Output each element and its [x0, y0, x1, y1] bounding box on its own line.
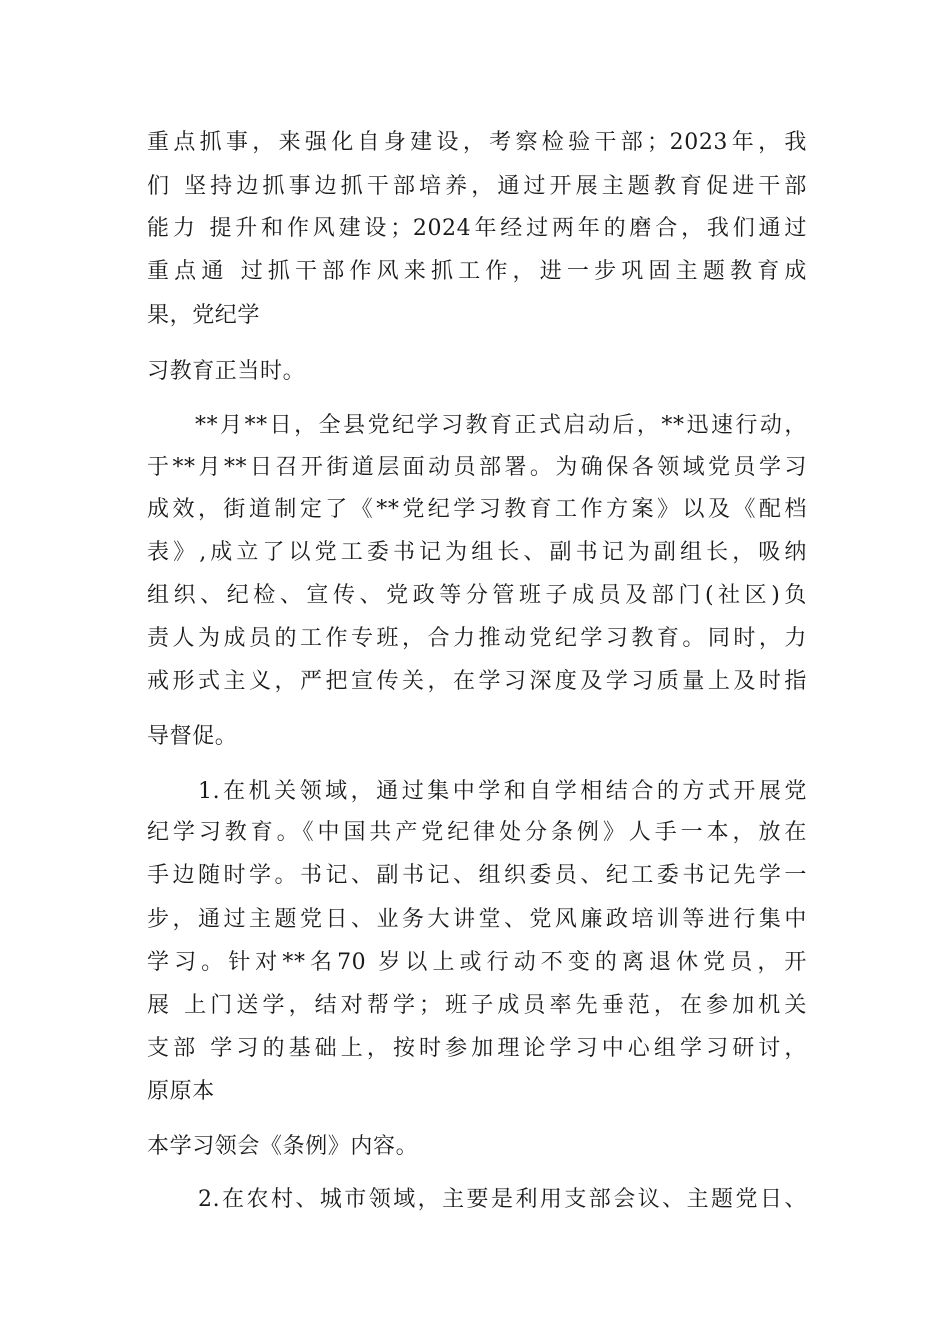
- text-line: 戒形式主义，严把宣传关，在学习深度及学习质量上及时指: [147, 669, 807, 694]
- text-line: 成效，街道制定了《**党纪学习教育工作方案》以及《配档: [147, 497, 807, 522]
- text-line: 1.在机关领域，通过集中学和自学相结合的方式开展党: [198, 779, 807, 804]
- text-line: 责人为成员的工作专班，合力推动党纪学习教育。同时，力: [147, 626, 807, 651]
- text-line: 果，党纪学: [147, 303, 261, 328]
- text-line: 能力 提升和作风建设；2024年经过两年的磨合，我们通过: [147, 216, 807, 241]
- text-line: 表》,成立了以党工委书记为组长、副书记为副组长，吸纳: [147, 540, 807, 565]
- text-line: 2.在农村、城市领域，主要是利用支部会议、主题党日、: [198, 1187, 807, 1212]
- text-line: 步，通过主题党日、业务大讲堂、党风廉政培训等进行集中: [147, 907, 807, 932]
- text-line: 手边随时学。书记、副书记、组织委员、纪工委书记先学一: [147, 863, 807, 888]
- text-line: 纪学习教育。《中国共产党纪律处分条例》人手一本，放在: [147, 820, 807, 845]
- text-line: 原原本: [147, 1079, 215, 1104]
- text-line: 习教育正当时。: [147, 359, 306, 384]
- text-line: 组织、纪检、宣传、党政等分管班子成员及部门(社区)负: [147, 583, 807, 608]
- text-line: 支部 学习的基础上，按时参加理论学习中心组学习研讨，: [147, 1036, 807, 1061]
- text-line: **月**日，全县党纪学习教育正式启动后，**迅速行动，: [195, 413, 807, 438]
- text-line: 重点通 过抓干部作风来抓工作，进一步巩固主题教育成: [147, 259, 807, 284]
- text-line: 于**月**日召开街道层面动员部署。为确保各领域党员学习: [147, 455, 807, 480]
- text-line: 们 坚持边抓事边抓干部培养，通过开展主题教育促进干部: [147, 174, 807, 199]
- text-line: 本学习领会《条例》内容。: [147, 1134, 419, 1159]
- text-line: 学习。针对**名70 岁以上或行动不变的离退休党员，开: [147, 950, 807, 975]
- text-line: 展 上门送学，结对帮学；班子成员率先垂范，在参加机关: [147, 993, 807, 1018]
- text-line: 导督促。: [147, 724, 238, 749]
- text-line: 重点抓事，来强化自身建设，考察检验干部；2023年，我: [147, 130, 807, 155]
